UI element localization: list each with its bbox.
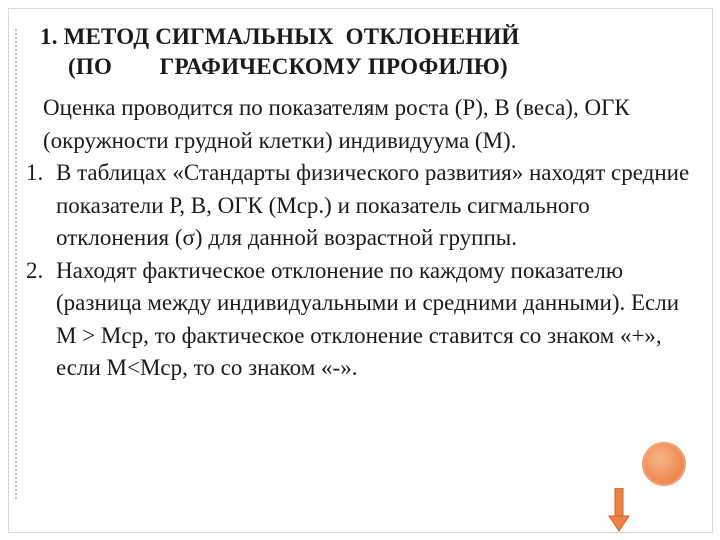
list-item-number: 1. — [26, 160, 44, 185]
title-line-1: 1. МЕТОД СИГМАЛЬНЫХ ОТКЛОНЕНИЙ — [40, 24, 520, 49]
slide-title — [40, 22, 690, 82]
decorative-circle — [642, 442, 686, 486]
down-arrow-icon — [608, 488, 630, 532]
title-line-2: (ПО ГРАФИЧЕСКОМУ ПРОФИЛЮ) — [68, 54, 508, 79]
slide-body — [26, 92, 706, 385]
dotted-divider — [15, 29, 17, 499]
list-item-text: В таблицах «Стандарты физического развития» находят средние показатели Р, В, ОГК (Мср.) и показатель сигмального отклонения (σ) для данной возрастной группы. — [56, 160, 690, 250]
list-item-text: Находят фактическое отклонение по каждому показателю (разница между индивидуальными и средними данными). Если М > Мср, то фактическое отклонение ставится со знаком «+», если М<Мср, то со знаком «-». — [56, 257, 680, 380]
list-item — [26, 255, 706, 385]
list-item-number: 2. — [26, 257, 44, 283]
list-item — [26, 157, 706, 255]
intro-paragraph: Оценка проводится по показателям роста (Р), В (веса), ОГК (окружности грудной клетки) индивидуума (М). — [43, 95, 630, 153]
